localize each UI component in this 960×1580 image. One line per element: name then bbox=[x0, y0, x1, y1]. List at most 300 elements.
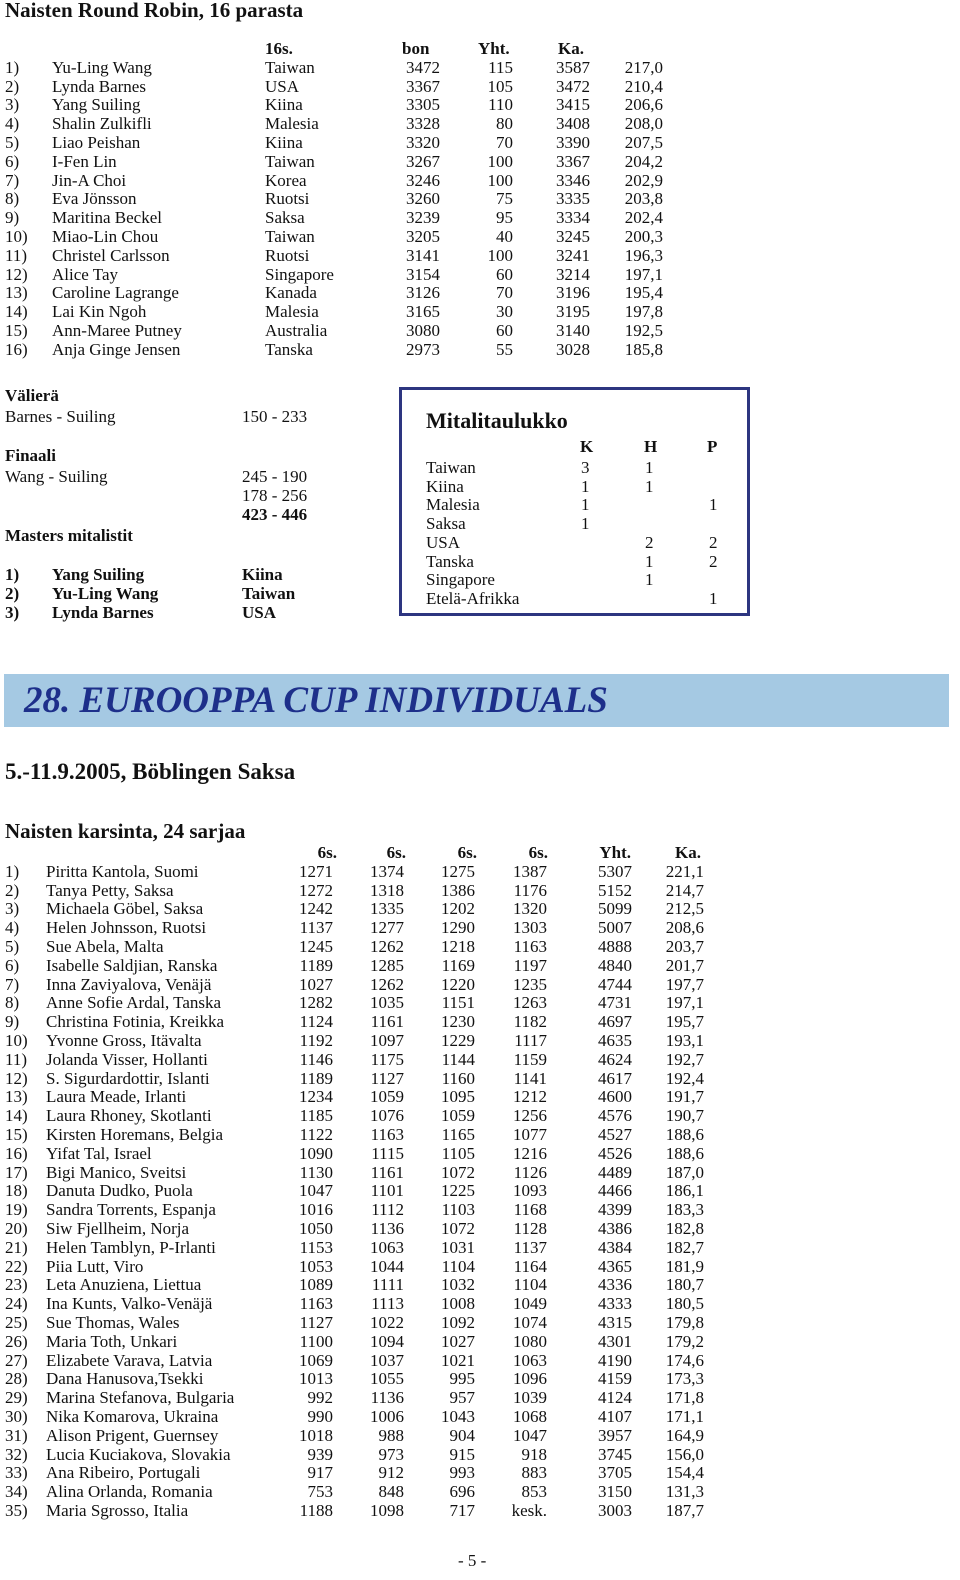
qual-total: 5099 bbox=[598, 899, 632, 919]
qual-game-4: 1159 bbox=[513, 1049, 547, 1069]
qual-game-2: 1262 bbox=[370, 936, 404, 956]
qual-game-3: 915 bbox=[449, 1444, 475, 1464]
medal-country: Etelä-Afrikka bbox=[426, 588, 520, 608]
rr-avg: 217,0 bbox=[624, 57, 663, 77]
medal-bronze: 1 bbox=[709, 495, 718, 515]
event-date-location: 5.-11.9.2005, Böblingen Saksa bbox=[5, 759, 296, 784]
qual-game-3: 1043 bbox=[441, 1406, 475, 1426]
qual-name: Helen Tamblyn, P-Irlanti bbox=[46, 1237, 216, 1257]
rr-total: 3245 bbox=[556, 226, 590, 246]
rr-row bbox=[5, 341, 685, 360]
rr-total: 3472 bbox=[556, 76, 590, 96]
rr-bon: 55 bbox=[496, 339, 513, 359]
qual-game-1: 1163 bbox=[299, 1294, 333, 1314]
qual-game-4: 1176 bbox=[513, 880, 547, 900]
qual-rank: 26) bbox=[5, 1331, 28, 1351]
qual-total: 4466 bbox=[598, 1181, 632, 1201]
rr-rank: 4) bbox=[5, 114, 20, 134]
qual-rank: 12) bbox=[5, 1068, 28, 1088]
rr-row bbox=[5, 190, 685, 209]
qual-game-2: 1097 bbox=[370, 1030, 404, 1050]
finaali-label: Finaali bbox=[5, 446, 57, 465]
rr-header-16s: 16s. bbox=[265, 39, 293, 58]
qual-game-1: 1282 bbox=[299, 993, 333, 1013]
rr-16s: 2973 bbox=[406, 339, 440, 359]
rr-bon: 75 bbox=[496, 189, 513, 209]
rr-country: Malesia bbox=[265, 302, 319, 322]
rr-avg: 203,8 bbox=[624, 189, 663, 209]
qual-game-4: 1049 bbox=[513, 1294, 547, 1314]
rr-country: Ruotsi bbox=[265, 245, 310, 265]
qual-game-3: 1151 bbox=[441, 993, 475, 1013]
qual-game-3: 696 bbox=[449, 1482, 475, 1502]
qual-total: 4624 bbox=[598, 1049, 632, 1069]
rr-name: Lai Kin Ngoh bbox=[52, 302, 147, 322]
rr-title: Naisten Round Robin, 16 parasta bbox=[5, 0, 304, 22]
rr-total: 3214 bbox=[556, 264, 590, 284]
qual-rank: 31) bbox=[5, 1425, 28, 1445]
qual-row bbox=[5, 1145, 705, 1164]
qual-rank: 8) bbox=[5, 993, 20, 1013]
qual-game-1: 1130 bbox=[299, 1162, 333, 1182]
qual-game-2: 1055 bbox=[370, 1369, 404, 1389]
qual-game-1: 1189 bbox=[299, 1068, 333, 1088]
rr-row bbox=[5, 115, 685, 134]
medal-gold: 3 bbox=[581, 458, 590, 477]
rr-rank: 11) bbox=[5, 245, 28, 265]
rr-total: 3346 bbox=[556, 170, 590, 190]
qual-game-3: 1095 bbox=[441, 1087, 475, 1107]
qual-game-1: 1146 bbox=[299, 1049, 333, 1069]
rr-country: Tanska bbox=[265, 339, 313, 359]
qual-game-2: 973 bbox=[378, 1444, 404, 1464]
medalist-name: Yang Suiling bbox=[52, 565, 145, 584]
qual-row bbox=[5, 1126, 705, 1145]
qual-row bbox=[5, 1276, 705, 1295]
qual-game-4: 1303 bbox=[513, 918, 547, 938]
rr-name: I-Fen Lin bbox=[52, 151, 117, 171]
qual-row bbox=[5, 900, 705, 919]
rr-avg: 197,8 bbox=[624, 302, 663, 322]
qual-game-4: 1074 bbox=[513, 1312, 547, 1332]
rr-total: 3415 bbox=[556, 95, 590, 115]
medal-gold: 1 bbox=[581, 514, 590, 534]
rr-bon: 70 bbox=[496, 283, 513, 303]
medal-silver: 1 bbox=[645, 476, 654, 496]
qual-game-4: 1104 bbox=[513, 1275, 547, 1295]
rr-country: Korea bbox=[265, 170, 307, 190]
qual-game-4: 1216 bbox=[513, 1143, 547, 1163]
qual-game-1: 1271 bbox=[299, 861, 333, 881]
qual-total: 3150 bbox=[598, 1482, 632, 1502]
qual-avg: 208,6 bbox=[665, 918, 704, 938]
qual-row bbox=[5, 1333, 705, 1352]
qual-game-1: 1089 bbox=[299, 1275, 333, 1295]
qual-game-1: 1027 bbox=[299, 974, 333, 994]
valiera-label: Välierä bbox=[5, 386, 59, 405]
qual-total: 4386 bbox=[598, 1218, 632, 1238]
qual-avg: 171,8 bbox=[665, 1388, 704, 1408]
rr-rank: 15) bbox=[5, 320, 28, 340]
qual-game-4: 1126 bbox=[513, 1162, 547, 1182]
rr-name: Maritina Beckel bbox=[52, 208, 162, 228]
qual-game-1: 1245 bbox=[299, 936, 333, 956]
qual-rank: 33) bbox=[5, 1463, 28, 1483]
qual-total: 4107 bbox=[598, 1406, 632, 1426]
qual-game-1: 1100 bbox=[299, 1331, 333, 1351]
rr-total: 3195 bbox=[556, 302, 590, 322]
qual-rank: 34) bbox=[5, 1482, 28, 1502]
qual-game-4: 1093 bbox=[513, 1181, 547, 1201]
qual-name: S. Sigurdardottir, Islanti bbox=[46, 1068, 210, 1088]
rr-rank: 2) bbox=[5, 76, 20, 96]
event-banner bbox=[4, 674, 949, 727]
qual-name: Laura Meade, Irlanti bbox=[46, 1087, 187, 1107]
rr-header-yht: Yht. bbox=[478, 39, 510, 58]
medalist-rank: 2) bbox=[5, 584, 20, 603]
qual-game-4: 1197 bbox=[513, 955, 547, 975]
qual-name: Anne Sofie Ardal, Tanska bbox=[46, 993, 222, 1013]
qual-avg: 221,1 bbox=[665, 861, 704, 881]
qual-game-4: 1077 bbox=[513, 1124, 547, 1144]
qual-game-2: 1277 bbox=[370, 918, 404, 938]
rr-name: Eva Jönsson bbox=[52, 189, 137, 209]
qual-avg: 192,7 bbox=[665, 1049, 704, 1069]
qual-row bbox=[5, 919, 705, 938]
rr-avg: 202,4 bbox=[624, 208, 663, 228]
qual-game-1: 1124 bbox=[299, 1012, 333, 1032]
qual-game-3: 1290 bbox=[441, 918, 475, 938]
qual-total: 4301 bbox=[598, 1331, 632, 1351]
qual-game-3: 1072 bbox=[441, 1162, 475, 1182]
rr-row bbox=[5, 284, 685, 303]
qual-game-4: 1168 bbox=[513, 1200, 547, 1220]
rr-name: Yu-Ling Wang bbox=[52, 57, 152, 77]
qual-total: 4576 bbox=[598, 1106, 632, 1126]
qual-row bbox=[5, 1370, 705, 1389]
rr-bon: 100 bbox=[487, 151, 513, 171]
medal-silver: 2 bbox=[645, 532, 654, 552]
medal-country: Malesia bbox=[426, 495, 480, 515]
qual-name: Lucia Kuciakova, Slovakia bbox=[46, 1444, 231, 1464]
rr-country: Taiwan bbox=[265, 226, 315, 246]
qual-game-4: 1320 bbox=[513, 899, 547, 919]
qual-name: Danuta Dudko, Puola bbox=[46, 1181, 193, 1201]
medal-table-title: Mitalitaulukko bbox=[426, 408, 568, 433]
qual-game-3: 1220 bbox=[441, 974, 475, 994]
qual-total: 4159 bbox=[598, 1369, 632, 1389]
qual-game-3: 1104 bbox=[441, 1256, 475, 1276]
qual-game-2: 1113 bbox=[371, 1294, 404, 1314]
qual-rank: 30) bbox=[5, 1406, 28, 1426]
qual-game-2: 1063 bbox=[370, 1237, 404, 1257]
qual-rank: 2) bbox=[5, 880, 20, 900]
qual-game-3: 995 bbox=[449, 1369, 475, 1389]
qual-total: 4617 bbox=[598, 1068, 632, 1088]
rr-rank: 12) bbox=[5, 264, 28, 284]
medal-header-p: P bbox=[707, 437, 718, 456]
rr-table bbox=[5, 40, 685, 360]
qual-game-2: 848 bbox=[378, 1482, 404, 1502]
qual-game-2: 1044 bbox=[370, 1256, 404, 1276]
qual-game-3: 1031 bbox=[441, 1237, 475, 1257]
qual-total: 4365 bbox=[598, 1256, 632, 1276]
qual-name: Alina Orlanda, Romania bbox=[46, 1482, 213, 1502]
finaali-score-2: 178 - 256 bbox=[242, 486, 308, 505]
medal-country: Tanska bbox=[426, 551, 474, 571]
qual-game-3: 904 bbox=[449, 1425, 475, 1445]
medal-country: Singapore bbox=[426, 570, 495, 590]
qual-game-1: 1013 bbox=[299, 1369, 333, 1389]
rr-rank: 7) bbox=[5, 170, 20, 190]
qual-name: Alison Prigent, Guernsey bbox=[46, 1425, 219, 1445]
qual-avg: 182,7 bbox=[665, 1237, 704, 1257]
rr-avg: 197,1 bbox=[624, 264, 663, 284]
qual-game-2: 1136 bbox=[370, 1388, 404, 1408]
qual-rank: 22) bbox=[5, 1256, 28, 1276]
rr-total: 3334 bbox=[556, 208, 590, 228]
qual-row bbox=[5, 1258, 705, 1277]
qual-total: 3957 bbox=[598, 1425, 632, 1445]
masters-label: Masters mitalistit bbox=[5, 526, 133, 545]
rr-row bbox=[5, 266, 685, 285]
rr-bon: 30 bbox=[496, 302, 513, 322]
rr-name: Anja Ginge Jensen bbox=[52, 339, 181, 359]
rr-rank: 1) bbox=[5, 57, 20, 77]
qual-game-3: 1059 bbox=[441, 1106, 475, 1126]
rr-total: 3390 bbox=[556, 132, 590, 152]
qual-game-2: 912 bbox=[378, 1463, 404, 1483]
rr-header-bon: bon bbox=[402, 39, 430, 58]
qual-avg: 179,8 bbox=[665, 1312, 704, 1332]
qual-row bbox=[5, 1314, 705, 1333]
qual-avg: 190,7 bbox=[665, 1106, 704, 1126]
medal-bronze: 2 bbox=[709, 551, 718, 571]
qual-game-3: 1144 bbox=[441, 1049, 475, 1069]
qual-game-2: 1262 bbox=[370, 974, 404, 994]
rr-row bbox=[5, 209, 685, 228]
qual-row bbox=[5, 1427, 705, 1446]
rr-name: Jin-A Choi bbox=[52, 170, 127, 190]
qual-row bbox=[5, 1051, 705, 1070]
rr-avg: 204,2 bbox=[624, 151, 663, 171]
qual-name: Sue Thomas, Wales bbox=[46, 1312, 180, 1332]
qual-game-2: 1111 bbox=[371, 1275, 404, 1295]
qual-name: Piritta Kantola, Suomi bbox=[46, 861, 199, 881]
rr-16s: 3141 bbox=[406, 245, 440, 265]
rr-avg: 200,3 bbox=[624, 226, 663, 246]
medal-country: Saksa bbox=[426, 514, 466, 534]
medalist-country: Kiina bbox=[242, 565, 283, 584]
qual-row bbox=[5, 1201, 705, 1220]
medal-country: USA bbox=[426, 532, 461, 552]
rr-rank: 5) bbox=[5, 132, 20, 152]
rr-total: 3241 bbox=[556, 245, 590, 265]
qual-name: Jolanda Visser, Hollanti bbox=[46, 1049, 208, 1069]
qual-game-2: 1022 bbox=[370, 1312, 404, 1332]
qual-total: 4635 bbox=[598, 1030, 632, 1050]
rr-16s: 3367 bbox=[406, 76, 440, 96]
rr-16s: 3320 bbox=[406, 132, 440, 152]
rr-country: Saksa bbox=[265, 208, 305, 228]
qual-total: 4399 bbox=[598, 1200, 632, 1220]
qual-rank: 10) bbox=[5, 1030, 28, 1050]
rr-row bbox=[5, 303, 685, 322]
qual-game-1: 1272 bbox=[299, 880, 333, 900]
qual-rank: 7) bbox=[5, 974, 20, 994]
qual-game-3: 717 bbox=[449, 1500, 475, 1520]
qual-header-6s-3: 6s. bbox=[457, 843, 477, 862]
qual-name: Maria Toth, Unkari bbox=[46, 1331, 178, 1351]
rr-country: Kiina bbox=[265, 132, 303, 152]
qual-game-2: 1136 bbox=[370, 1218, 404, 1238]
rr-rank: 14) bbox=[5, 302, 28, 322]
medal-gold: 1 bbox=[581, 476, 590, 496]
page-number: - 5 - bbox=[458, 1551, 487, 1570]
qual-avg: 195,7 bbox=[665, 1012, 704, 1032]
qual-avg: 214,7 bbox=[665, 880, 704, 900]
qual-avg: 182,8 bbox=[665, 1218, 704, 1238]
qual-row bbox=[5, 1389, 705, 1408]
qual-game-1: 1188 bbox=[299, 1500, 333, 1520]
qual-game-4: 1137 bbox=[513, 1237, 547, 1257]
qual-game-4: 853 bbox=[521, 1482, 547, 1502]
rr-row bbox=[5, 172, 685, 191]
rr-row bbox=[5, 153, 685, 172]
rr-country: Taiwan bbox=[265, 57, 315, 77]
rr-name: Christel Carlsson bbox=[52, 245, 170, 265]
qual-name: Ina Kunts, Valko-Venäjä bbox=[46, 1294, 213, 1314]
qual-name: Maria Sgrosso, Italia bbox=[46, 1500, 189, 1520]
qual-total: 4489 bbox=[598, 1162, 632, 1182]
qual-game-2: 1112 bbox=[371, 1200, 404, 1220]
rr-16s: 3246 bbox=[406, 170, 440, 190]
rr-header-row bbox=[5, 40, 685, 59]
rr-bon: 115 bbox=[488, 57, 513, 77]
qual-game-1: 1122 bbox=[299, 1124, 333, 1144]
qual-rank: 23) bbox=[5, 1275, 28, 1295]
rr-name: Shalin Zulkifli bbox=[52, 114, 152, 134]
qual-row bbox=[5, 1088, 705, 1107]
qual-game-3: 1169 bbox=[441, 955, 475, 975]
rr-total: 3196 bbox=[556, 283, 590, 303]
qual-row bbox=[5, 1164, 705, 1183]
qual-game-1: 1234 bbox=[299, 1087, 333, 1107]
rr-name: Miao-Lin Chou bbox=[52, 226, 159, 246]
qual-game-2: 1161 bbox=[370, 1012, 404, 1032]
rr-total: 3587 bbox=[556, 57, 590, 77]
qual-total: 4124 bbox=[598, 1388, 632, 1408]
medal-table-box bbox=[399, 387, 750, 616]
medalist-name: Yu-Ling Wang bbox=[52, 584, 159, 603]
qual-total: 4384 bbox=[598, 1237, 632, 1257]
rr-header-ka: Ka. bbox=[558, 39, 584, 58]
qual-rank: 35) bbox=[5, 1500, 28, 1520]
qual-row bbox=[5, 1408, 705, 1427]
qual-total: 5307 bbox=[598, 861, 632, 881]
qual-header-row bbox=[5, 844, 705, 863]
qual-game-3: 1105 bbox=[441, 1143, 475, 1163]
qual-avg: 180,7 bbox=[665, 1275, 704, 1295]
rr-avg: 185,8 bbox=[624, 339, 663, 359]
qual-header-6s-4: 6s. bbox=[528, 843, 548, 862]
qual-game-2: 1285 bbox=[370, 955, 404, 975]
qual-header-6s-2: 6s. bbox=[386, 843, 406, 862]
qual-avg: 164,9 bbox=[665, 1425, 704, 1445]
medalist-rank: 1) bbox=[5, 565, 20, 584]
medal-gold: 1 bbox=[581, 495, 590, 515]
qual-game-3: 1032 bbox=[441, 1275, 475, 1295]
qual-row bbox=[5, 1107, 705, 1126]
rr-country: Ruotsi bbox=[265, 189, 310, 209]
rr-16s: 3165 bbox=[406, 302, 440, 322]
qual-name: Bigi Manico, Sveitsi bbox=[46, 1162, 187, 1182]
qual-game-1: 990 bbox=[307, 1406, 333, 1426]
qual-row bbox=[5, 1295, 705, 1314]
qual-game-2: 1094 bbox=[370, 1331, 404, 1351]
qual-game-2: 1318 bbox=[370, 880, 404, 900]
qual-name: Piia Lutt, Viro bbox=[46, 1256, 144, 1276]
rr-16s: 3126 bbox=[406, 283, 440, 303]
qual-row bbox=[5, 1239, 705, 1258]
qual-rank: 14) bbox=[5, 1106, 28, 1126]
qual-total: 4888 bbox=[598, 936, 632, 956]
qual-rank: 29) bbox=[5, 1388, 28, 1408]
qual-game-1: 1053 bbox=[299, 1256, 333, 1276]
qual-avg: 154,4 bbox=[665, 1463, 704, 1483]
qual-avg: 212,5 bbox=[665, 899, 704, 919]
qual-game-2: 1006 bbox=[370, 1406, 404, 1426]
rr-bon: 40 bbox=[496, 226, 513, 246]
qual-name: Nika Komarova, Ukraina bbox=[46, 1406, 219, 1426]
finaali-score-1: 245 - 190 bbox=[242, 467, 308, 486]
qual-avg: 187,7 bbox=[665, 1500, 704, 1520]
qual-game-3: 1230 bbox=[441, 1012, 475, 1032]
medal-header-h: H bbox=[644, 437, 658, 456]
medal-silver: 1 bbox=[645, 551, 654, 571]
rr-total: 3028 bbox=[556, 339, 590, 359]
qual-game-4: 883 bbox=[521, 1463, 547, 1483]
qual-game-4: 1164 bbox=[513, 1256, 547, 1276]
qual-total: 4527 bbox=[598, 1124, 632, 1144]
qual-total: 4731 bbox=[598, 993, 632, 1013]
qual-total: 4600 bbox=[598, 1087, 632, 1107]
qual-row bbox=[5, 1464, 705, 1483]
qual-row bbox=[5, 1013, 705, 1032]
rr-row bbox=[5, 59, 685, 78]
medal-country: Taiwan bbox=[426, 458, 476, 477]
qual-game-3: 1275 bbox=[441, 861, 475, 881]
qual-game-4: 1096 bbox=[513, 1369, 547, 1389]
qual-avg: 191,7 bbox=[665, 1087, 704, 1107]
qual-game-1: 1153 bbox=[299, 1237, 333, 1257]
qual-avg: 180,5 bbox=[665, 1294, 704, 1314]
qual-game-4: 1068 bbox=[513, 1406, 547, 1426]
qual-game-1: 1137 bbox=[299, 918, 333, 938]
qual-row bbox=[5, 1352, 705, 1371]
qual-rank: 15) bbox=[5, 1124, 28, 1144]
qual-rank: 17) bbox=[5, 1162, 28, 1182]
qual-row bbox=[5, 1032, 705, 1051]
medal-bronze: 1 bbox=[709, 588, 718, 608]
qual-row bbox=[5, 1220, 705, 1239]
qual-game-2: 1098 bbox=[370, 1500, 404, 1520]
qual-avg: 188,6 bbox=[665, 1143, 704, 1163]
qual-game-4: 1063 bbox=[513, 1350, 547, 1370]
qual-game-4: kesk. bbox=[511, 1500, 547, 1520]
valiera-match: Barnes - Suiling bbox=[5, 407, 116, 426]
rr-body bbox=[5, 59, 685, 360]
